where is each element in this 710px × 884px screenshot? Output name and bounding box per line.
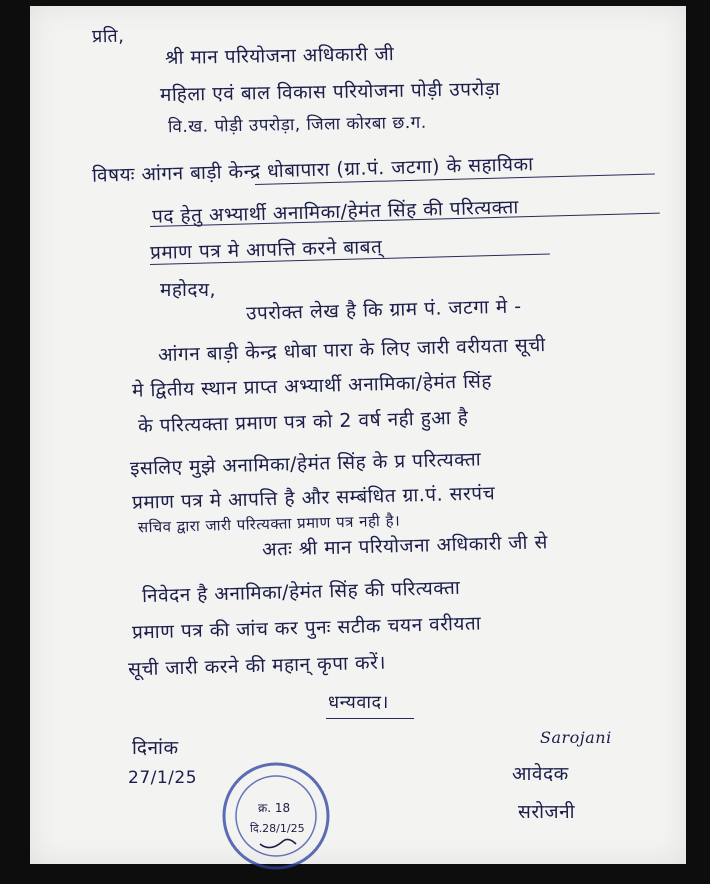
applicant-label: आवेदक: [512, 763, 569, 785]
stamp-initials-scribble: [260, 839, 296, 847]
body-line-2: मे द्वितीय स्थान प्राप्त अभ्यार्थी अनामिका/हेमंत सिंह: [131, 370, 493, 402]
request-line-2: प्रमाण पत्र की जांच कर पुनः सटीक चयन वरीयता: [131, 612, 482, 644]
signature: Sarojani: [540, 728, 612, 747]
date-label: दिनांक: [132, 737, 179, 759]
stamp-number: क्र. 18: [258, 801, 291, 815]
body-line-1: आंगन बाड़ी केन्द्र धोबा पारा के लिए जारी वरीयता सूची: [157, 333, 546, 367]
received-stamp: [220, 760, 332, 872]
subject-line-2: पद हेतु अभ्यार्थी अनामिका/हेमंत सिंह की परित्यक्ता: [151, 196, 520, 228]
stamp-date: दि.28/1/25: [250, 822, 305, 835]
stamp-outer-ring: [224, 764, 328, 868]
applicant-name: सरोजनी: [518, 801, 576, 823]
salutation-to: प्रति,: [91, 25, 125, 48]
thanks: धन्यवाद।: [328, 692, 389, 713]
stamp-graphic: [220, 760, 332, 872]
body-line-6: सचिव द्वारा जारी परित्यक्ता प्रमाण पत्र नही है।: [137, 511, 401, 537]
request-line-3: सूची जारी करने की महान् कृपा करें।: [127, 651, 387, 681]
request-line-first: अतः श्री मान परियोजना अधिकारी जी से: [261, 531, 549, 561]
body-line-4: इसलिए मुझे अनामिका/हेमंत सिंह के प्र परित्यक्ता: [129, 448, 482, 480]
date-value: 27/1/25: [128, 768, 198, 788]
stamp-inner-ring: [236, 776, 316, 856]
greeting: महोदय,: [160, 279, 217, 301]
address-line-2: महिला एवं बाल विकास परियोजना पोड़ी उपरोड़ा: [159, 78, 501, 106]
body-line-first: उपरोक्त लेख है कि ग्राम पं. जटगा मे -: [245, 295, 522, 325]
request-line-1: निवेदन है अनामिका/हेमंत सिंह की परित्यक्ता: [141, 576, 461, 608]
thanks-underline: [326, 718, 414, 719]
address-line-1: श्री मान परियोजना अधिकारी जी: [164, 43, 395, 69]
body-line-3: के परित्यक्ता प्रमाण पत्र को 2 वर्ष नही हुआ है: [137, 406, 469, 438]
address-line-3: वि.ख. पोड़ी उपरोड़ा, जिला कोरबा छ.ग.: [167, 112, 427, 138]
subject-line-1: विषयः आंगन बाड़ी केन्द्र धोबापारा (ग्रा.पं. जटगा) के सहायिका: [91, 153, 534, 187]
body-line-5: प्रमाण पत्र मे आपत्ति है और सम्बंधित ग्रा.पं. सरपंच: [131, 482, 496, 514]
subject-line-3: प्रमाण पत्र मे आपत्ति करने बाबत्: [149, 235, 383, 265]
